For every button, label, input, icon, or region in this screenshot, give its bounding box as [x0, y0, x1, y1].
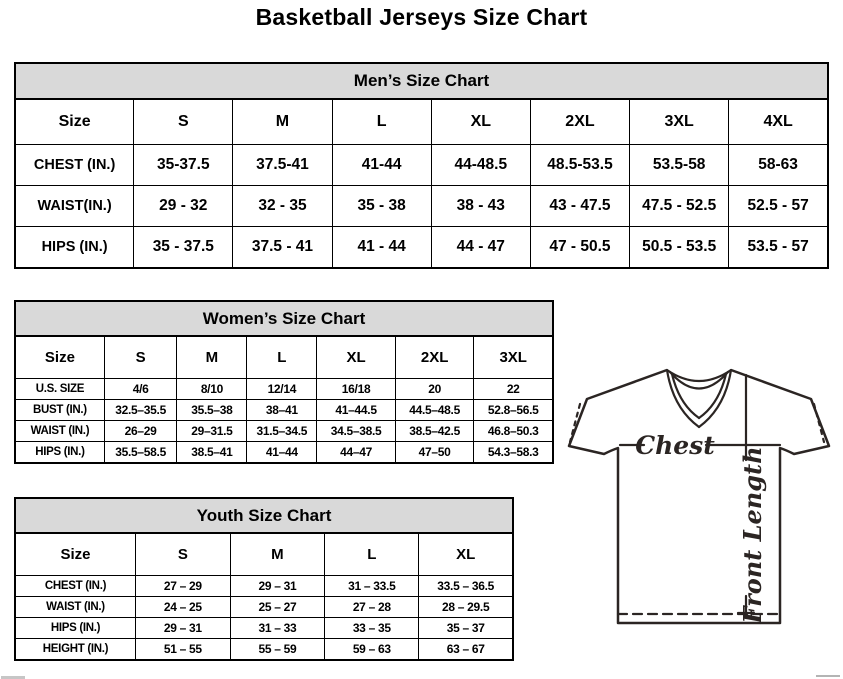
measurement-cell: 38.5–41: [177, 442, 247, 464]
measurement-cell: 41 - 44: [332, 227, 431, 269]
jersey-diagram-svg: [556, 356, 838, 678]
scrollbar-artifact-right: [816, 675, 840, 677]
size-column-header: Size: [15, 336, 104, 379]
measurement-cell: 54.3–58.3: [474, 442, 553, 464]
size-header-s: S: [134, 99, 233, 145]
womens-chart-header: Women’s Size Chart: [14, 300, 554, 337]
size-header-2xl: 2XL: [395, 336, 474, 379]
measurement-cell: 38–41: [247, 400, 317, 421]
measurement-cell: 33 – 35: [325, 618, 419, 639]
header-row: [15, 336, 553, 379]
measurement-cell: 38 - 43: [431, 186, 530, 227]
table-row: [15, 379, 553, 400]
page-title: Basketball Jerseys Size Chart: [255, 4, 588, 30]
table-row: [15, 576, 513, 597]
measurement-cell: 41–44: [247, 442, 317, 464]
row-label: CHEST (IN.): [15, 145, 134, 186]
table-row: [15, 597, 513, 618]
measurement-cell: 31 – 33.5: [325, 576, 419, 597]
measurement-cell: 28 – 29.5: [419, 597, 513, 618]
header-row: [15, 99, 828, 145]
header-row: [15, 533, 513, 576]
size-header-s: S: [136, 533, 231, 576]
measurement-cell: 46.8–50.3: [474, 421, 553, 442]
measurement-cell: 33.5 – 36.5: [419, 576, 513, 597]
measurement-cell: 59 – 63: [325, 639, 419, 661]
row-label: CHEST (IN.): [15, 576, 136, 597]
measurement-cell: 27 – 28: [325, 597, 419, 618]
measurement-cell: 41-44: [332, 145, 431, 186]
jersey-measurement-diagram: [556, 356, 838, 678]
front-length-label: Front Length: [738, 446, 767, 624]
measurement-cell: 35 - 38: [332, 186, 431, 227]
measurement-cell: 44 - 47: [431, 227, 530, 269]
measurement-cell: 29 - 32: [134, 186, 233, 227]
size-header-l: L: [325, 533, 419, 576]
measurement-cell: 37.5-41: [233, 145, 332, 186]
measurement-cell: 29 – 31: [136, 618, 231, 639]
measurement-cell: 41–44.5: [317, 400, 396, 421]
size-header-xl: XL: [419, 533, 513, 576]
table-row: [15, 145, 828, 186]
table-row: [15, 421, 553, 442]
size-header-3xl: 3XL: [630, 99, 729, 145]
measurement-cell: 32 - 35: [233, 186, 332, 227]
mens-size-table: [14, 98, 829, 269]
measurement-cell: 31 – 33: [230, 618, 325, 639]
size-column-header: Size: [15, 533, 136, 576]
measurement-cell: 37.5 - 41: [233, 227, 332, 269]
womens-size-table: [14, 335, 554, 464]
size-header-3xl: 3XL: [474, 336, 553, 379]
measurement-cell: 48.5-53.5: [530, 145, 629, 186]
measurement-cell: 44-48.5: [431, 145, 530, 186]
row-label: WAIST (IN.): [15, 421, 104, 442]
youth-size-table: [14, 532, 514, 661]
measurement-cell: 58-63: [729, 145, 828, 186]
measurement-cell: 47 - 50.5: [530, 227, 629, 269]
size-header-4xl: 4XL: [729, 99, 828, 145]
measurement-cell: 63 – 67: [419, 639, 513, 661]
table-row: [15, 400, 553, 421]
measurement-cell: 35-37.5: [134, 145, 233, 186]
measurement-cell: 35.5–38: [177, 400, 247, 421]
measurement-cell: 51 – 55: [136, 639, 231, 661]
measurement-cell: 35 - 37.5: [134, 227, 233, 269]
measurement-cell: 29 – 31: [230, 576, 325, 597]
measurement-cell: 4/6: [104, 379, 177, 400]
size-header-s: S: [104, 336, 177, 379]
row-label: HIPS (IN.): [15, 442, 104, 464]
measurement-cell: 55 – 59: [230, 639, 325, 661]
row-label: HIPS (IN.): [15, 618, 136, 639]
measurement-cell: 34.5–38.5: [317, 421, 396, 442]
table-row: [15, 639, 513, 661]
size-header-l: L: [332, 99, 431, 145]
size-header-xl: XL: [431, 99, 530, 145]
measurement-cell: 32.5–35.5: [104, 400, 177, 421]
measurement-cell: 43 - 47.5: [530, 186, 629, 227]
measurement-cell: 47.5 - 52.5: [630, 186, 729, 227]
measurement-cell: 22: [474, 379, 553, 400]
measurement-cell: 12/14: [247, 379, 317, 400]
size-header-m: M: [177, 336, 247, 379]
chest-label: Chest: [635, 431, 715, 460]
size-header-m: M: [230, 533, 325, 576]
measurement-cell: 44–47: [317, 442, 396, 464]
measurement-cell: 38.5–42.5: [395, 421, 474, 442]
measurement-cell: 53.5-58: [630, 145, 729, 186]
measurement-cell: 20: [395, 379, 474, 400]
measurement-cell: 47–50: [395, 442, 474, 464]
size-column-header: Size: [15, 99, 134, 145]
measurement-cell: 35 – 37: [419, 618, 513, 639]
youth-size-chart: [14, 497, 514, 661]
measurement-cell: 29–31.5: [177, 421, 247, 442]
table-row: [15, 227, 828, 269]
measurement-cell: 25 – 27: [230, 597, 325, 618]
measurement-cell: 24 – 25: [136, 597, 231, 618]
womens-size-chart: [14, 300, 554, 464]
size-header-2xl: 2XL: [530, 99, 629, 145]
measurement-cell: 27 – 29: [136, 576, 231, 597]
row-label: BUST (IN.): [15, 400, 104, 421]
measurement-cell: 31.5–34.5: [247, 421, 317, 442]
table-row: [15, 442, 553, 464]
row-label: WAIST (IN.): [15, 597, 136, 618]
jersey-outline: [569, 370, 829, 623]
table-row: [15, 186, 828, 227]
row-label: HEIGHT (IN.): [15, 639, 136, 661]
row-label: WAIST(IN.): [15, 186, 134, 227]
table-row: [15, 618, 513, 639]
mens-chart-header: Men’s Size Chart: [14, 62, 829, 100]
size-header-m: M: [233, 99, 332, 145]
row-label: HIPS (IN.): [15, 227, 134, 269]
measurement-cell: 16/18: [317, 379, 396, 400]
mens-size-chart: [14, 62, 829, 269]
measurement-cell: 52.5 - 57: [729, 186, 828, 227]
measurement-cell: 50.5 - 53.5: [630, 227, 729, 269]
measurement-cell: 26–29: [104, 421, 177, 442]
measurement-cell: 44.5–48.5: [395, 400, 474, 421]
measurement-cell: 52.8–56.5: [474, 400, 553, 421]
size-header-xl: XL: [317, 336, 396, 379]
measurement-cell: 35.5–58.5: [104, 442, 177, 464]
row-label: U.S. SIZE: [15, 379, 104, 400]
youth-chart-header: Youth Size Chart: [14, 497, 514, 534]
measurement-cell: 53.5 - 57: [729, 227, 828, 269]
measurement-cell: 8/10: [177, 379, 247, 400]
size-header-l: L: [247, 336, 317, 379]
